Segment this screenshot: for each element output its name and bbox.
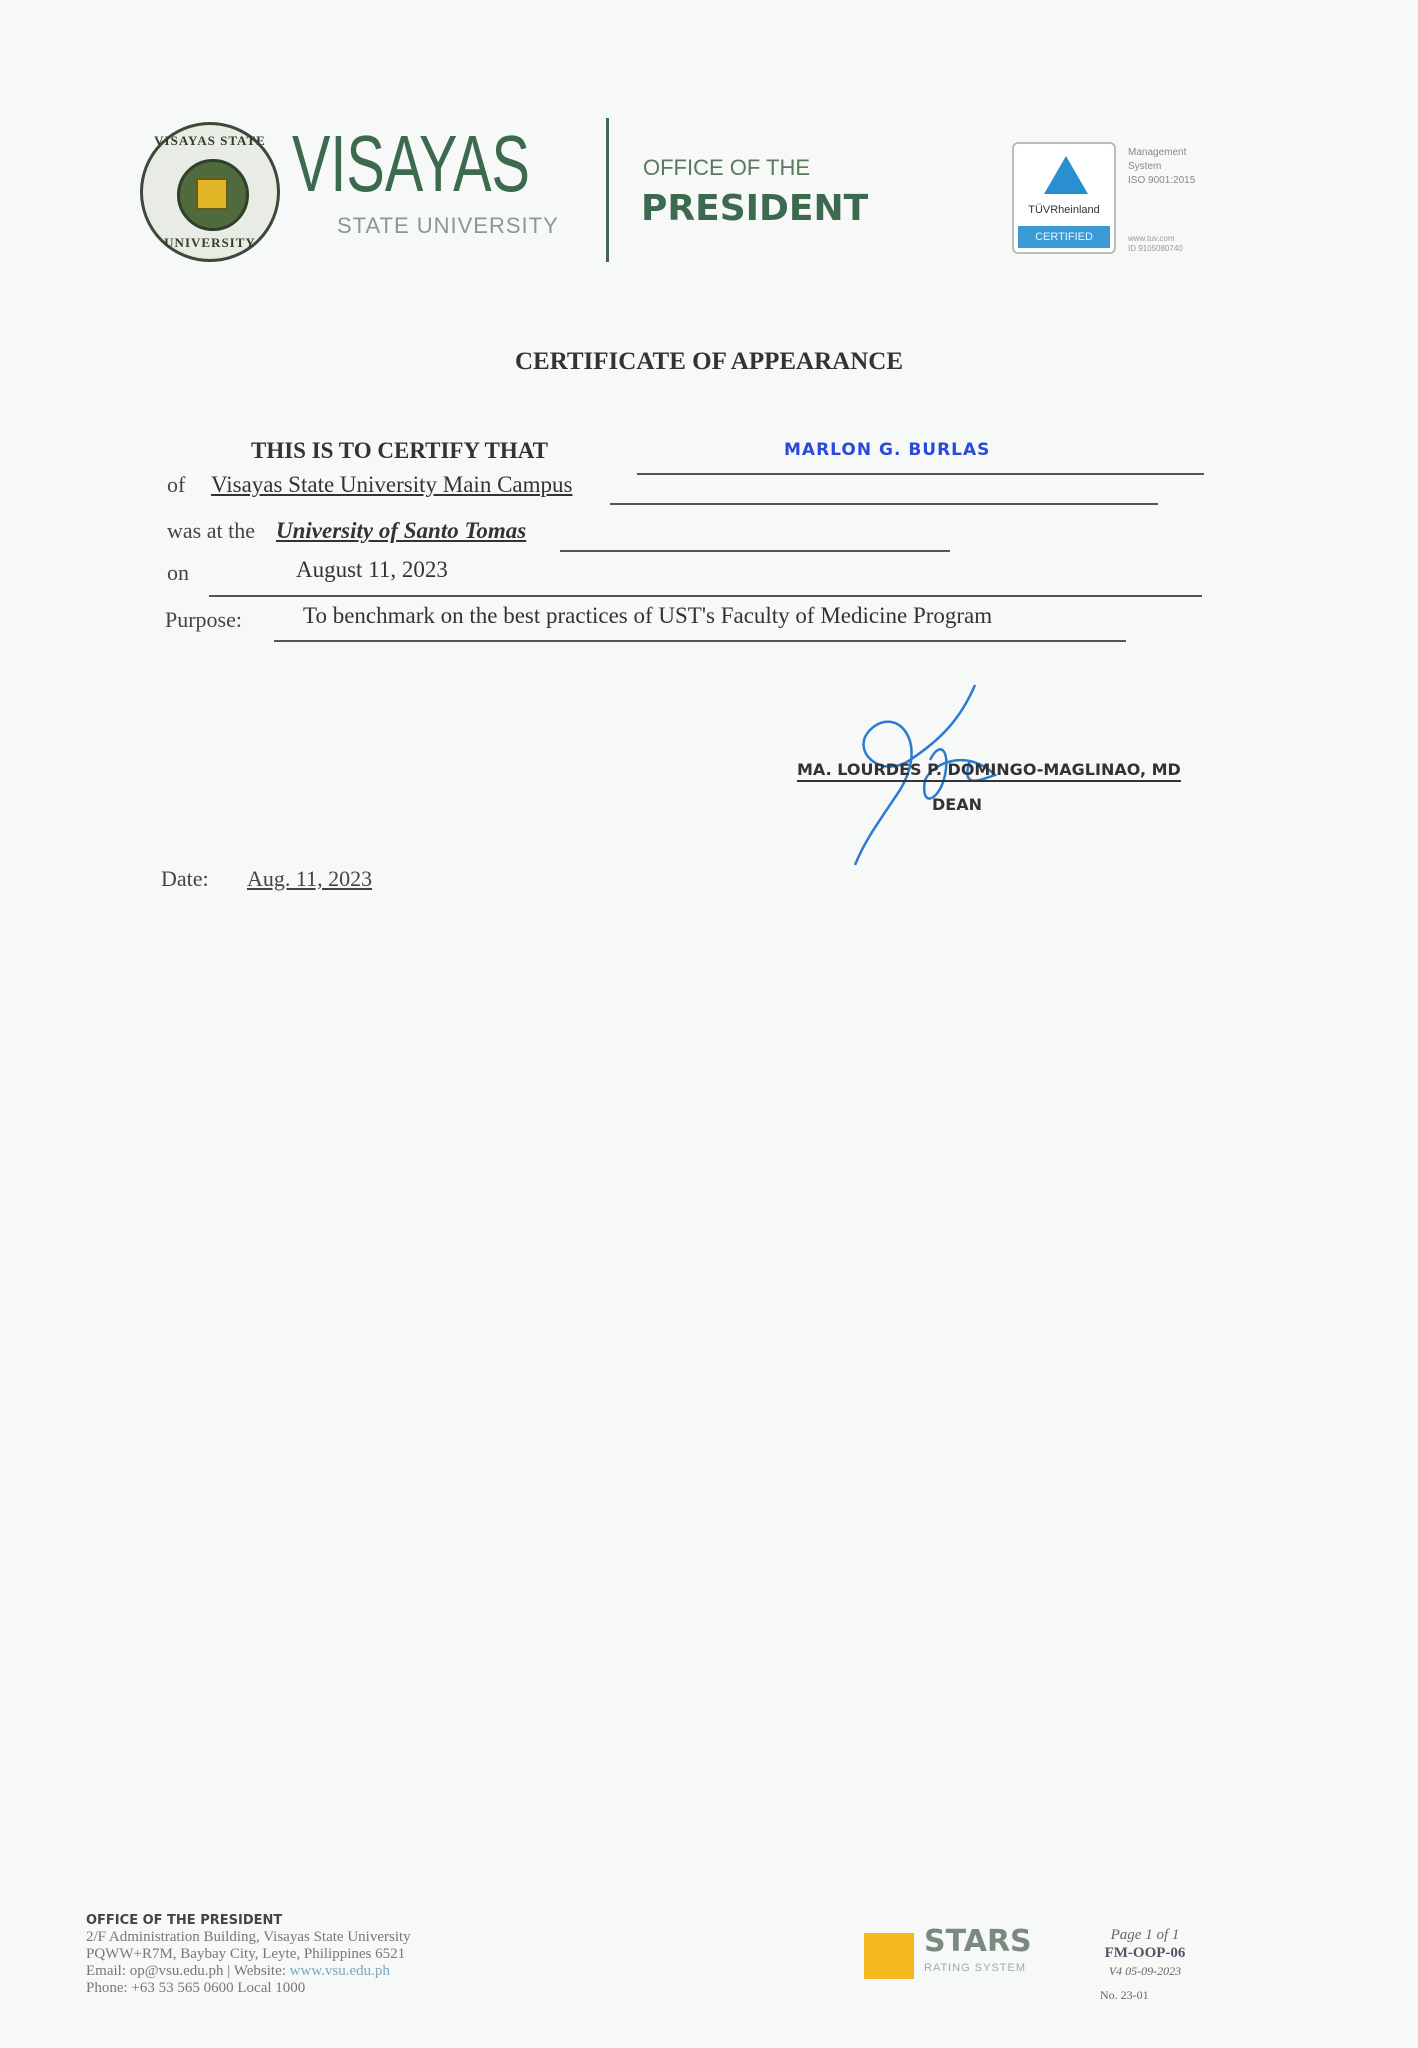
stars-logo-icon xyxy=(864,1933,914,1979)
of-line xyxy=(610,503,1158,505)
was-at-label: was at the xyxy=(167,518,255,543)
of-value: Visayas State University Main Campus xyxy=(211,472,573,497)
iso-line: Management xyxy=(1128,147,1187,158)
signatory-name: MA. LOURDES P. DOMINGO-MAGLINAO, MD xyxy=(797,760,1181,782)
document-title: CERTIFICATE OF APPEARANCE xyxy=(514,348,904,375)
iso-line: ISO 9001:2015 xyxy=(1128,175,1196,186)
purpose-label: Purpose: xyxy=(165,607,242,632)
seal-text-top: VISAYAS STATE xyxy=(154,133,266,148)
tuv-name: TÜVRheinland xyxy=(1028,204,1100,216)
footer-website-link[interactable]: www.vsu.edu.ph xyxy=(289,1963,390,1979)
form-number: No. 23-01 xyxy=(1100,1988,1149,2002)
signatory-title: DEAN xyxy=(932,795,982,814)
footer-office: OFFICE OF THE PRESIDENT xyxy=(86,1913,283,1928)
iso-id-text xyxy=(1128,234,1183,254)
certify-label: THIS IS TO CERTIFY THAT xyxy=(251,438,549,463)
footer-phone: Phone: +63 53 565 0600 Local 1000 xyxy=(86,1980,306,1996)
footer-address xyxy=(86,1912,411,1997)
was-at-line xyxy=(560,550,950,552)
office-line1: OFFICE OF THE xyxy=(643,155,811,180)
header-divider xyxy=(606,118,609,262)
date-value: Aug. 11, 2023 xyxy=(247,866,373,891)
was-at-value: University of Santo Tomas xyxy=(276,518,527,543)
iso-line: System xyxy=(1128,161,1162,172)
tuv-certification-badge xyxy=(1012,142,1116,254)
seal-emblem-icon xyxy=(177,159,249,231)
on-line xyxy=(209,595,1202,597)
iso-system-text xyxy=(1128,146,1195,188)
footer-address1: 2/F Administration Building, Visayas State University xyxy=(86,1929,411,1945)
form-code: FM-OOP-06 xyxy=(1104,1945,1186,1961)
university-seal xyxy=(140,122,280,262)
iso-id-line: www.tuv.com xyxy=(1128,234,1175,243)
stars-subtitle: RATING SYSTEM xyxy=(924,1962,1027,1974)
of-label: of xyxy=(167,472,186,497)
footer-email: Email: op@vsu.edu.ph | Website: xyxy=(86,1963,290,1979)
form-revision: V4 05-09-2023 xyxy=(1108,1964,1182,1978)
on-label: on xyxy=(167,560,189,585)
purpose-line xyxy=(274,640,1126,642)
university-subtitle: STATE UNIVERSITY xyxy=(337,213,559,238)
form-info xyxy=(1100,1926,1190,2004)
page-number: Page 1 of 1 xyxy=(1110,1927,1180,1943)
seal-text-bottom: UNIVERSITY xyxy=(164,235,256,250)
on-value: August 11, 2023 xyxy=(296,557,448,582)
name-line xyxy=(637,473,1204,475)
date-label: Date: xyxy=(161,866,209,891)
university-name: VISAYAS xyxy=(292,119,530,208)
footer-address2: PQWW+R7M, Baybay City, Leyte, Philippines 6521 xyxy=(86,1946,406,1962)
office-line2: PRESIDENT xyxy=(641,188,869,229)
purpose-value: To benchmark on the best practices of UST's Faculty of Medicine Program xyxy=(303,603,993,628)
certified-name: MARLON G. BURLAS xyxy=(784,440,991,460)
tuv-certified-label: CERTIFIED xyxy=(1018,226,1110,248)
stars-logo-text: STARS xyxy=(924,1924,1032,1959)
tuv-triangle-icon xyxy=(1044,156,1088,194)
iso-id-line: ID 9105080740 xyxy=(1128,244,1183,253)
